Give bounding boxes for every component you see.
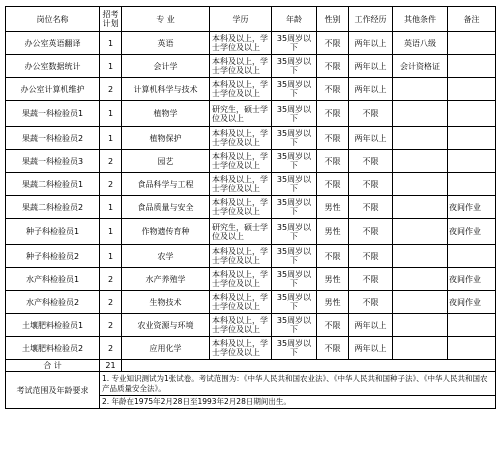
age-cell: 35周岁以下 xyxy=(272,291,317,314)
table-row xyxy=(6,196,496,219)
major-cell: 园艺 xyxy=(122,150,210,173)
header-position: 岗位名称 xyxy=(6,7,100,32)
experience-cell: 不限 xyxy=(349,101,393,127)
education-cell: 本科及以上，学士学位及以上 xyxy=(210,150,272,173)
position-cell: 果蔬一科检验员1 xyxy=(6,101,100,127)
age-cell: 35周岁以下 xyxy=(272,32,317,55)
experience-cell: 两年以上 xyxy=(349,337,393,360)
header-plan: 招考计划 xyxy=(100,7,122,32)
plan-cell: 2 xyxy=(100,173,122,196)
position-cell: 土壤肥料检验员2 xyxy=(6,337,100,360)
age-cell: 35周岁以下 xyxy=(272,219,317,245)
footer-line-1: 1. 专业知识测试为1张试卷。考试范围为：《中华人民共和国农业法》、《中华人民共和国种子法》、《中华人民共和国农产品质量安全法》。 xyxy=(102,373,488,393)
position-cell: 果蔬二科检验员2 xyxy=(6,196,100,219)
other-cell xyxy=(393,150,448,173)
table-row xyxy=(6,55,496,78)
plan-cell: 2 xyxy=(100,314,122,337)
table-body xyxy=(6,32,496,409)
age-cell: 35周岁以下 xyxy=(272,314,317,337)
age-cell: 35周岁以下 xyxy=(272,245,317,268)
position-cell: 水产科检验员2 xyxy=(6,291,100,314)
experience-cell: 不限 xyxy=(349,173,393,196)
position-cell: 办公室英语翻译 xyxy=(6,32,100,55)
plan-cell: 1 xyxy=(100,101,122,127)
note-cell xyxy=(448,101,496,127)
education-cell: 本科及以上，学士学位及以上 xyxy=(210,314,272,337)
note-cell: 夜间作业 xyxy=(448,291,496,314)
age-cell: 35周岁以下 xyxy=(272,78,317,101)
plan-cell: 1 xyxy=(100,32,122,55)
note-cell xyxy=(448,32,496,55)
education-cell: 研究生，硕士学位及以上 xyxy=(210,219,272,245)
table-row xyxy=(6,78,496,101)
plan-cell: 2 xyxy=(100,337,122,360)
age-cell: 35周岁以下 xyxy=(272,55,317,78)
note-cell xyxy=(448,337,496,360)
table-row xyxy=(6,219,496,245)
plan-cell: 2 xyxy=(100,291,122,314)
table-row xyxy=(6,245,496,268)
education-cell: 本科及以上，学士学位及以上 xyxy=(210,291,272,314)
major-cell: 食品质量与安全 xyxy=(122,196,210,219)
other-cell xyxy=(393,268,448,291)
gender-cell: 男性 xyxy=(317,268,349,291)
age-cell: 35周岁以下 xyxy=(272,173,317,196)
header-major: 专 业 xyxy=(122,7,210,32)
position-cell: 种子科检验员1 xyxy=(6,219,100,245)
plan-cell: 2 xyxy=(100,150,122,173)
education-cell: 本科及以上，学士学位及以上 xyxy=(210,245,272,268)
table-row xyxy=(6,337,496,360)
table-row xyxy=(6,127,496,150)
note-cell xyxy=(448,127,496,150)
experience-cell: 两年以上 xyxy=(349,127,393,150)
other-cell xyxy=(393,78,448,101)
gender-cell: 不限 xyxy=(317,78,349,101)
recruitment-table xyxy=(5,6,496,409)
gender-cell: 不限 xyxy=(317,173,349,196)
total-row xyxy=(6,360,496,372)
position-cell: 果蔬一科检验员3 xyxy=(6,150,100,173)
experience-cell: 不限 xyxy=(349,245,393,268)
position-cell: 种子科检验员2 xyxy=(6,245,100,268)
header-education: 学历 xyxy=(210,7,272,32)
other-cell xyxy=(393,337,448,360)
major-cell: 英语 xyxy=(122,32,210,55)
education-cell: 本科及以上，学士学位及以上 xyxy=(210,127,272,150)
table-row xyxy=(6,150,496,173)
gender-cell: 不限 xyxy=(317,101,349,127)
header-gender: 性别 xyxy=(317,7,349,32)
footer-line-2: 2. 年龄在1975年2月28日至1993年2月28日期间出生。 xyxy=(100,395,495,407)
education-cell: 本科及以上，学士学位及以上 xyxy=(210,196,272,219)
note-cell xyxy=(448,314,496,337)
gender-cell: 不限 xyxy=(317,32,349,55)
gender-cell: 男性 xyxy=(317,291,349,314)
gender-cell: 不限 xyxy=(317,314,349,337)
experience-cell: 不限 xyxy=(349,219,393,245)
gender-cell: 不限 xyxy=(317,150,349,173)
experience-cell: 不限 xyxy=(349,150,393,173)
major-cell: 农学 xyxy=(122,245,210,268)
gender-cell: 男性 xyxy=(317,219,349,245)
education-cell: 本科及以上，学士学位及以上 xyxy=(210,55,272,78)
major-cell: 农业资源与环境 xyxy=(122,314,210,337)
header-experience: 工作经历 xyxy=(349,7,393,32)
note-cell: 夜间作业 xyxy=(448,219,496,245)
plan-cell: 2 xyxy=(100,78,122,101)
table-header xyxy=(6,7,496,32)
position-cell: 果蔬二科检验员1 xyxy=(6,173,100,196)
other-cell xyxy=(393,219,448,245)
age-cell: 35周岁以下 xyxy=(272,337,317,360)
other-cell xyxy=(393,101,448,127)
experience-cell: 不限 xyxy=(349,291,393,314)
gender-cell: 不限 xyxy=(317,127,349,150)
footer-row xyxy=(6,372,496,409)
age-cell: 35周岁以下 xyxy=(272,101,317,127)
plan-cell: 1 xyxy=(100,196,122,219)
note-cell xyxy=(448,245,496,268)
total-value: 21 xyxy=(100,360,122,372)
experience-cell: 两年以上 xyxy=(349,32,393,55)
footer-label: 考试范围及年龄要求 xyxy=(6,372,100,409)
total-label: 合 计 xyxy=(6,360,100,372)
gender-cell: 男性 xyxy=(317,196,349,219)
position-cell: 土壤肥料检验员1 xyxy=(6,314,100,337)
experience-cell: 不限 xyxy=(349,196,393,219)
age-cell: 35周岁以下 xyxy=(272,150,317,173)
education-cell: 本科及以上，学士学位及以上 xyxy=(210,32,272,55)
plan-cell: 1 xyxy=(100,55,122,78)
note-cell xyxy=(448,78,496,101)
other-cell xyxy=(393,291,448,314)
experience-cell: 两年以上 xyxy=(349,314,393,337)
other-cell xyxy=(393,245,448,268)
major-cell: 水产养殖学 xyxy=(122,268,210,291)
total-blank xyxy=(122,360,496,372)
age-cell: 35周岁以下 xyxy=(272,196,317,219)
experience-cell: 两年以上 xyxy=(349,78,393,101)
age-cell: 35周岁以下 xyxy=(272,127,317,150)
major-cell: 植物保护 xyxy=(122,127,210,150)
other-cell xyxy=(393,196,448,219)
other-cell: 英语八级 xyxy=(393,32,448,55)
experience-cell: 不限 xyxy=(349,268,393,291)
gender-cell: 不限 xyxy=(317,245,349,268)
education-cell: 本科及以上，学士学位及以上 xyxy=(210,268,272,291)
plan-cell: 1 xyxy=(100,245,122,268)
education-cell: 本科及以上，学士学位及以上 xyxy=(210,173,272,196)
education-cell: 本科及以上，学士学位及以上 xyxy=(210,78,272,101)
header-note: 备注 xyxy=(448,7,496,32)
table-row xyxy=(6,173,496,196)
table-row xyxy=(6,101,496,127)
experience-cell: 两年以上 xyxy=(349,55,393,78)
header-age: 年龄 xyxy=(272,7,317,32)
footer-text xyxy=(100,372,496,409)
table-row xyxy=(6,268,496,291)
note-cell: 夜间作业 xyxy=(448,268,496,291)
gender-cell: 不限 xyxy=(317,337,349,360)
age-cell: 35周岁以下 xyxy=(272,268,317,291)
position-cell: 水产科检验员1 xyxy=(6,268,100,291)
education-cell: 研究生，硕士学位及以上 xyxy=(210,101,272,127)
major-cell: 计算机科学与技术 xyxy=(122,78,210,101)
other-cell: 会计资格证 xyxy=(393,55,448,78)
major-cell: 应用化学 xyxy=(122,337,210,360)
plan-cell: 2 xyxy=(100,268,122,291)
major-cell: 作物遗传育种 xyxy=(122,219,210,245)
major-cell: 会计学 xyxy=(122,55,210,78)
position-cell: 果蔬一科检验员2 xyxy=(6,127,100,150)
other-cell xyxy=(393,314,448,337)
position-cell: 办公室数据统计 xyxy=(6,55,100,78)
major-cell: 生物技术 xyxy=(122,291,210,314)
education-cell: 本科及以上，学士学位及以上 xyxy=(210,337,272,360)
note-cell xyxy=(448,150,496,173)
table-row xyxy=(6,32,496,55)
note-cell xyxy=(448,55,496,78)
note-cell: 夜间作业 xyxy=(448,196,496,219)
major-cell: 植物学 xyxy=(122,101,210,127)
note-cell xyxy=(448,173,496,196)
other-cell xyxy=(393,173,448,196)
plan-cell: 1 xyxy=(100,219,122,245)
header-other: 其他条件 xyxy=(393,7,448,32)
position-cell: 办公室计算机维护 xyxy=(6,78,100,101)
gender-cell: 不限 xyxy=(317,55,349,78)
table-row xyxy=(6,291,496,314)
table-row xyxy=(6,314,496,337)
major-cell: 食品科学与工程 xyxy=(122,173,210,196)
other-cell xyxy=(393,127,448,150)
plan-cell: 1 xyxy=(100,127,122,150)
